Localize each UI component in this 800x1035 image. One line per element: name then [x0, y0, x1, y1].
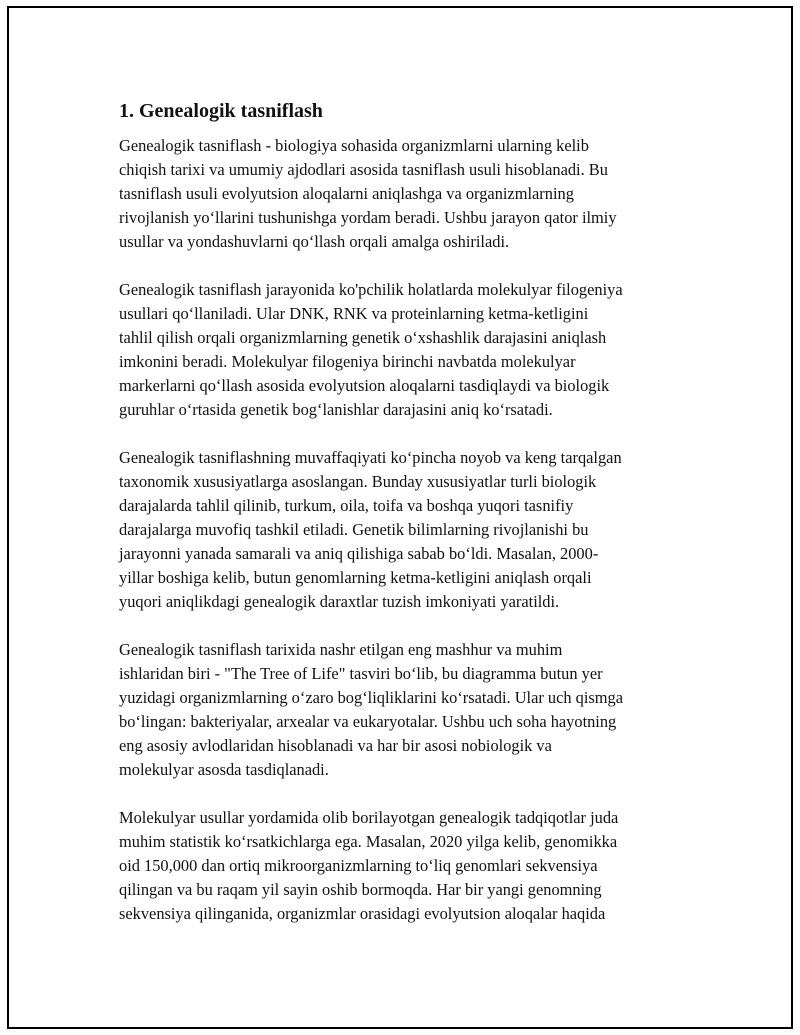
paragraph-4: Genealogik tasniflash tarixida nashr etilgan eng mashhur va muhim ishlaridan biri - "The Tree of Life" tasviri bo‘lib, bu diagramma butun yer yuzidagi organizmlarning o‘zaro bog‘liqliklarini ko‘rsatadi. Ular uch qismga bo‘lingan: bakteriyalar, arxealar va eukaryotalar. Ushbu uch soha hayotning eng asosiy avlodlaridan hisoblanadi va har bir asosi nobiologik va molekulyar asosda tasdiqlanadi. [119, 640, 624, 779]
section-heading: 1. Genealogik tasniflash [119, 100, 323, 122]
paragraph-1: Genealogik tasniflash - biologiya sohasida organizmlarni ularning kelib chiqish tarixi va umumiy ajdodlari asosida tasniflash usuli hisoblanadi. Bu tasniflash usuli evolyutsion aloqalarni aniqlashga va organizmlarning rivojlanish yo‘llarini tushunishga yordam beradi. Ushbu jarayon qator ilmiy usullar va yondashuvlarni qo‘llash orqali amalga oshiriladi. [119, 136, 617, 251]
page-frame [7, 6, 793, 1029]
paragraph-3: Genealogik tasniflashning muvaffaqiyati ko‘pincha noyob va keng tarqalgan taxonomik xususiyatlarga asoslangan. Bunday xususiyatlar turli biologik darajalarda tahlil qilinib, turkum, oila, toifa va boshqa yuqori tasnifiy darajalarga muvofiq tashkil etiladi. Genetik bilimlarning rivojlanishi bu jarayonni yanada samarali va aniq qilishiga sabab bo‘ldi. Masalan, 2000- yillar boshiga kelib, butun genomlarning ketma-ketligini aniqlash orqali yuqori aniqlikdagi genealogik daraxtlar tuzish imkoniyati yaratildi. [119, 448, 622, 611]
paragraph-2: Genealogik tasniflash jarayonida ko'pchilik holatlarda molekulyar filogeniya usullari qo‘llaniladi. Ular DNK, RNK va proteinlarning ketma-ketligini tahlil qilish orqali organizmlarning genetik o‘xshashlik darajasini aniqlash imkonini beradi. Molekulyar filogeniya birinchi navbatda molekulyar markerlarni qo‘llash asosida evolyutsion aloqalarni tasdiqlaydi va biologik guruhlar o‘rtasida genetik bog‘lanishlar darajasini aniq ko‘rsatadi. [119, 280, 623, 419]
document-body [119, 98, 699, 950]
paragraph-5: Molekulyar usullar yordamida olib borilayotgan genealogik tadqiqotlar juda muhim statistik ko‘rsatkichlarga ega. Masalan, 2020 yilga kelib, genomikka oid 150,000 dan ortiq mikroorganizmlarning to‘liq genomlari sekvensiya qilingan va bu raqam yil sayin oshib bormoqda. Har bir yangi genomning sekvensiya qilinganida, organizmlar orasidagi evolyutsion aloqalar haqida [119, 808, 619, 923]
